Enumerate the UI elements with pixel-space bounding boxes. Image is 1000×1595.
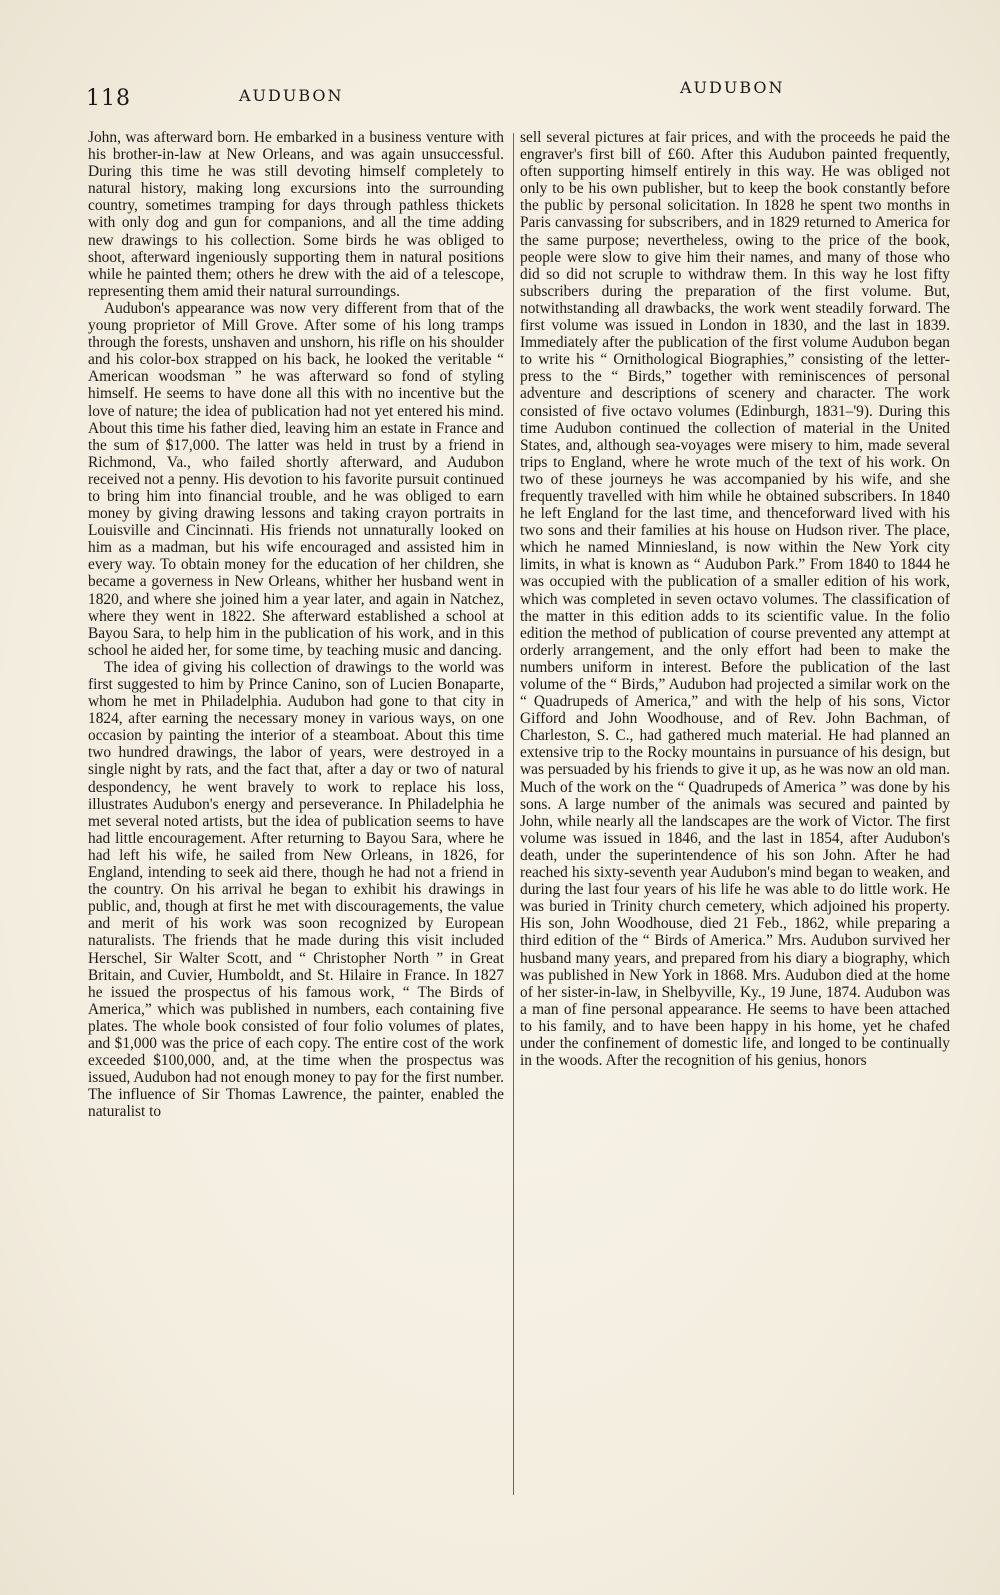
paragraph: The idea of giving his collection of drawings to the world was first suggested to him by Prince Canino, son of Lucien Bonaparte, whom he met in Philadelphia. Audubon had gone to that city in 1824, after earning the necessary money in various ways, on one occasion by painting the interior of a steamboat. About this time two hundred drawings, the labor of years, were destroyed in a single night by rats, and the fact that, after a day or two of natural despondency, he went bravely to work to replace his loss, illustrates Audubon's energy and perseverance. In Philadelphia he met several noted artists, but the idea of publication seems to have had little encouragement. After returning to Bayou Sara, where he had left his wife, he sailed from New Orleans, in 1826, for England, intending to seek aid there, though he had not a friend in the country. On his arrival he began to exhibit his drawings in public, and, though at first he met with discouragements, the value and merit of his work was soon recognized by European naturalists. The friends that he made during this visit included Herschel, Sir Walter Scott, and “ Christopher North ” in Great Britain, and Cuvier, Humboldt, and St. Hilaire in France. In 1827 he issued the prospectus of his famous work, “ The Birds of America,” which was published in numbers, each containing five plates. The whole book consisted of four folio volumes of plates, and $1,000 was the price of each copy. The entire cost of the work exceeded $100,000, and, at the time when the prospectus was issued, Audubon had not enough money to pay for the first number. The influence of Sir Thomas Lawrence, the painter, enabled the naturalist to [88, 658, 504, 1121]
right-column [520, 129, 950, 1069]
paragraph: Audubon's appearance was now very different from that of the young proprietor of Mill Grove. After some of his long tramps through the forests, unshaven and unshorn, his rifle on his shoulder and his color-box strapped on his back, he looked the veritable “ American woodsman ” he was afterward so fond of styling himself. He seems to have done all this with no incentive but the love of nature; the idea of publication had not yet entered his mind. About this time his father died, leaving him an estate in France and the sum of $17,000. The latter was held in trust by a friend in Richmond, Va., who failed shortly afterward, and Audubon received not a penny. His devotion to his favorite pursuit continued to bring him into financial trouble, and he was obliged to earn money by giving drawing lessons and taking crayon portraits in Louisville and Cincinnati. His friends not unnaturally looked on him as a madman, but his wife encouraged and assisted him in every way. To obtain money for the education of her children, she became a governess in New Orleans, whither her husband went in 1820, and where she joined him a year later, and again in Natchez, where they went in 1822. She afterward established a school at Bayou Sara, to help him in the publication of his work, and in this school he aided her, for some time, by teaching music and dancing. [88, 299, 504, 659]
running-head-left: AUDUBON [239, 86, 344, 105]
page-header [0, 78, 1000, 111]
running-head-right: AUDUBON [680, 78, 785, 97]
page-number: 118 [86, 86, 131, 111]
paragraph: John, was afterward born. He embarked in a business venture with his brother-in-law at New Orleans, and was again unsuccessful. During this time he was still devoting himself completely to natural history, making long excursions into the surrounding country, sometimes tramping for days through pathless thickets with only dog and gun for companions, and all the time adding new drawings to his collection. Some birds he was obliged to shoot, afterward ingeniously supporting them in natural positions while he painted them; others he drew with the aid of a telescope, representing them amid their natural surroundings. [88, 129, 504, 300]
left-column [88, 129, 504, 1120]
column-divider [513, 133, 514, 1495]
paragraph: sell several pictures at fair prices, and with the proceeds he paid the engraver's first bill of £60. After this Audubon painted frequently, often supporting himself entirely in this way. He was obliged not only to be his own publisher, but to keep the book constantly before the public by personal solicitation. In 1828 he spent two months in Paris canvassing for subscribers, and in 1829 returned to America for the same purpose; nevertheless, owing to the price of the book, people were slow to give him their names, and many of those who did so did not scruple to withdraw them. In this way he lost fifty subscribers during the preparation of the first volume. But, notwithstanding all drawbacks, the work went steadily forward. The first volume was issued in London in 1830, and the last in 1839. Immediately after the publication of the first volume Audubon began to write his “ Ornithological Biographies,” consisting of the letter-press to the “ Birds,” together with reminiscences of personal adventure and descriptions of scenery and character. The work consisted of five octavo volumes (Edinburgh, 1831–'9). During this time Audubon continued the collection of material in the United States, and, although sea-voyages were misery to him, made several trips to England, where he wrote much of the text of his work. On two of these journeys he was accompanied by his wife, and she frequently travelled with him while he obtained subscribers. In 1840 he left England for the last time, and thenceforward lived with his two sons and their families at his house on Hudson river. The place, which he named Minniesland, is now within the New York city limits, in what is known as “ Audubon Park.” From 1840 to 1844 he was occupied with the publication of a smaller edition of his work, which was completed in seven octavo volumes. The classification of the matter in this edition adds to its scientific value. In the folio edition the method of publication of course prevented any attempt at orderly arrangement, and the only effort had been to make the numbers uniform in interest. Before the publication of the last volume of the “ Birds,” Audubon had projected a similar work on the “ Quadrupeds of America,” and with the help of his sons, Victor Gifford and John Woodhouse, and of Rev. John Bachman, of Charleston, S. C., had gathered much material. He had planned an extensive trip to the Rocky mountains in pursuance of his design, but was persuaded by his friends to give it up, as he was now an old man. Much of the work on the “ Quadrupeds of America ” was done by his sons. A large number of the animals was secured and painted by John, while nearly all the landscapes are the work of Victor. The first volume was issued in 1846, and the last in 1854, after Audubon's death, under the superintendence of his son John. After he had reached his sixty-seventh year Audubon's mind began to weaken, and during the last four years of his life he was able to do little work. He was buried in Trinity church cemetery, which adjoined his property. His son, John Woodhouse, died 21 Feb., 1862, while preparing a third edition of the “ Birds of America.” Mrs. Audubon survived her husband many years, and prepared from his diary a biography, which was published in New York in 1868. Mrs. Audubon died at the home of her sister-in-law, in Shelbyville, Ky., 19 June, 1874. Audubon was a man of fine personal appearance. He seems to have been attached to his family, and to have been happy in his home, yet he chafed under the confinement of domestic life, and longed to be continually in the woods. After the recognition of his genius, honors [520, 129, 950, 1070]
